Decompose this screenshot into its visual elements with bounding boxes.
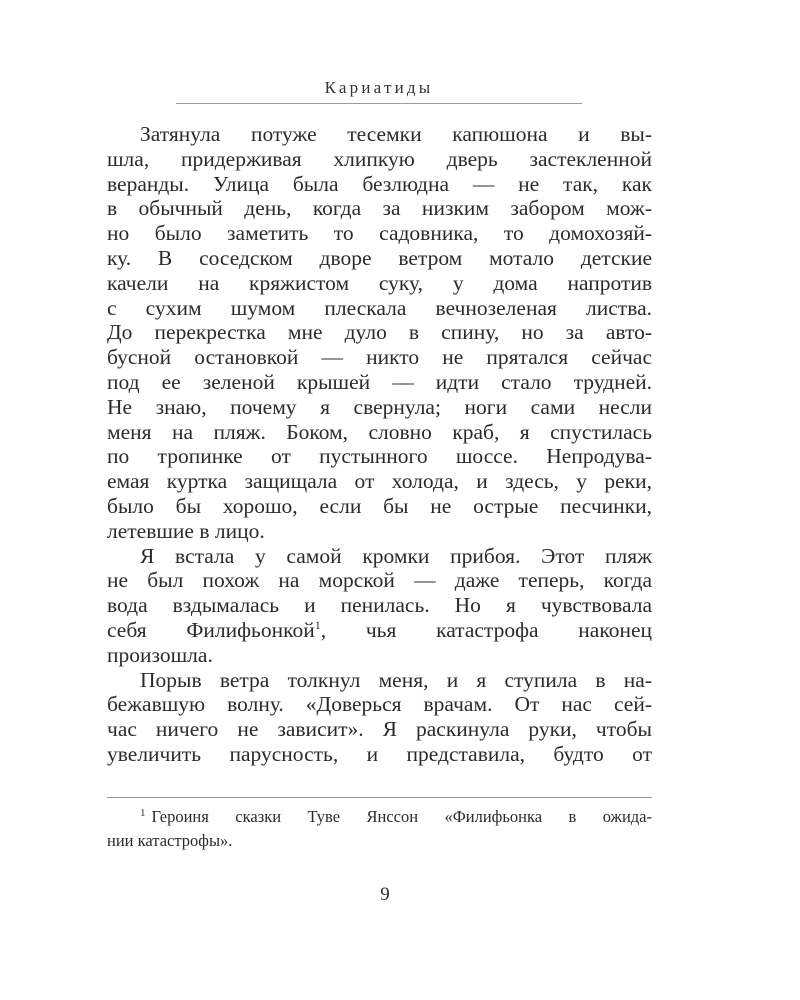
text-line: не был похож на морской — даже теперь, когда [107, 568, 652, 593]
text-line-with-footnote-ref [107, 618, 652, 643]
text-line: шла, придерживая хлипкую дверь застекленной [107, 146, 652, 171]
footnote-rule [107, 797, 652, 798]
text-line: с сухим шумом плескала вечнозеленая листва. [107, 295, 652, 320]
text-line: Не знаю, почему я свернула; ноги сами несли [107, 394, 652, 419]
footnote [107, 805, 652, 853]
body-text [107, 122, 652, 767]
text-line: веранды. Улица была безлюдна — не так, как [107, 171, 652, 196]
text-line: бусной остановкой — никто не прятался сейчас [107, 345, 652, 370]
text-line: вода вздымалась и пенилась. Но я чувствовала [107, 593, 652, 618]
text-line: ку. В соседском дворе ветром мотало детские [107, 245, 652, 270]
text-line: было бы хорошо, если бы не острые песчинки, [107, 493, 652, 518]
text-segment: себя Филифьонкой [107, 617, 315, 642]
text-line: летевшие в лицо. [107, 518, 265, 543]
footnote-line [107, 805, 652, 829]
text-line: час ничего не зависит». Я раскинула руки, чтобы [107, 717, 652, 742]
text-line: Затянула потуже тесемки капюшона и вы- [140, 122, 652, 146]
running-head: Кариатиды [324, 78, 434, 97]
text-line: но было заметить то садовника, то домохозяй- [107, 221, 652, 246]
text-line: Порыв ветра толкнул меня, и я ступила в на- [140, 667, 652, 692]
text-line: Я встала у самой кромки прибоя. Этот пляж [140, 543, 652, 568]
page-number: 9 [380, 884, 390, 905]
footnote-reference[interactable]: 1 [314, 617, 321, 632]
text-line: под ее зеленой крышей — идти стало трудней. [107, 369, 652, 394]
footnote-line: нии катастрофы». [107, 831, 233, 850]
footnote-marker: 1 [140, 806, 146, 819]
text-line: в обычный день, когда за низким забором мож- [107, 196, 652, 221]
text-line: До перекрестка мне дуло в спину, но за авто- [107, 320, 652, 345]
text-line: произошла. [107, 642, 213, 667]
text-line: увеличить парусность, и представила, будто от [107, 741, 652, 766]
text-segment: , чья катастрофа наконец [320, 617, 653, 642]
header-rule [176, 103, 582, 104]
text-line: емая куртка защищала от холода, и здесь, у реки, [107, 469, 652, 494]
text-line: качели на кряжистом суку, у дома напротив [107, 270, 652, 295]
text-line: бежавшую волну. «Доверься врачам. От нас сей- [107, 692, 652, 717]
footnote-text: Героиня сказки Туве Янссон «Филифьонка в ожида- [151, 807, 652, 826]
text-line: меня на пляж. Боком, словно краб, я спустилась [107, 419, 652, 444]
text-line: по тропинке от пустынного шоссе. Непродува- [107, 444, 652, 469]
